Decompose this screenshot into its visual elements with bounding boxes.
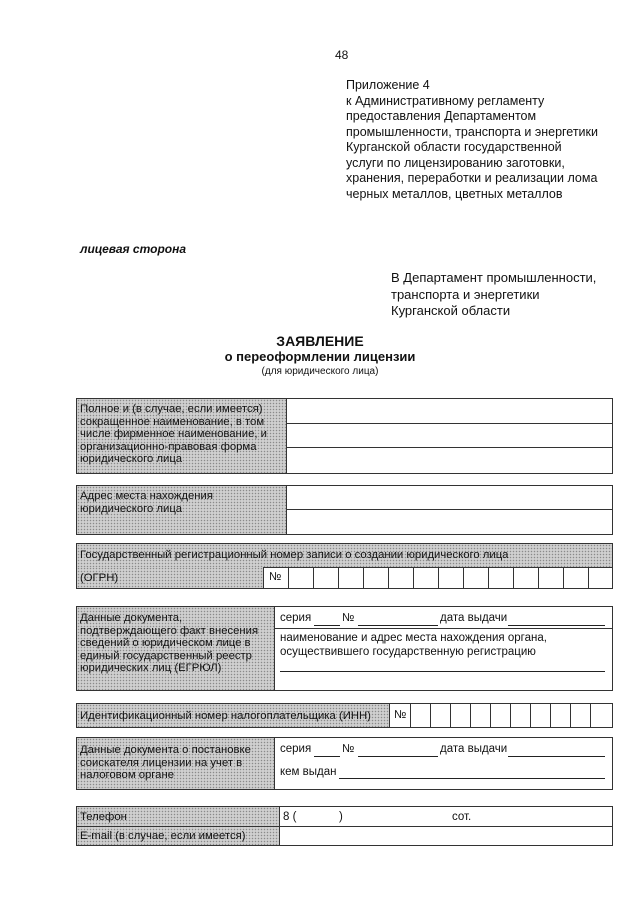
egrul-series-field[interactable]: [314, 625, 340, 626]
phone-label: Телефон: [80, 811, 127, 823]
tax-date-label: дата выдачи: [440, 743, 508, 755]
appendix-line: Курганской области государственной: [346, 140, 562, 154]
document-note: (для юридического лица): [261, 366, 379, 377]
side-label: лицевая сторона: [80, 242, 187, 256]
inn-block: [76, 703, 613, 728]
address-line[interactable]: [287, 509, 612, 510]
tax-issued-by-label: кем выдан: [280, 766, 337, 778]
appendix-line: Приложение 4: [346, 78, 430, 92]
inn-label: Идентификационный номер налогоплательщика (ИНН): [80, 710, 371, 722]
ogrn-label: Государственный регистрационный номер записи о создании юридического лица: [80, 549, 509, 561]
tax-issued-by-field[interactable]: [339, 778, 605, 779]
appendix-line: черных металлов, цветных металлов: [346, 186, 563, 201]
document-title: ЗАЯВЛЕНИЕ: [276, 333, 364, 349]
appendix-line: промышленности, транспорта и энергетики: [346, 124, 598, 139]
egrul-date-field[interactable]: [508, 625, 605, 626]
phone-field[interactable]: [347, 809, 447, 824]
egrul-block: [76, 606, 613, 691]
appendix-line: услуги по лицензированию заготовки,: [346, 155, 565, 170]
address-block: [76, 485, 613, 535]
ogrn-block: [76, 543, 613, 589]
tax-series-field[interactable]: [314, 756, 340, 757]
ogrn-short-label: (ОГРН): [80, 572, 119, 584]
inn-number-sign: №: [394, 709, 407, 721]
full-name-line[interactable]: [287, 423, 612, 424]
egrul-registration-body-text: наименование и адрес места нахождения органа, осуществившего государственную регистрацию: [280, 632, 547, 658]
email-field[interactable]: [283, 828, 608, 843]
mobile-label: сот.: [452, 811, 472, 823]
ogrn-digit-cells[interactable]: [288, 567, 612, 588]
tax-registration-block: [76, 737, 613, 790]
addressee-line: Курганской области: [391, 303, 511, 318]
egrul-label: Данные документа, подтверждающего факт внесения сведений о юридическом лице в единый государственный реестр юридических лиц (ЕГРЮЛ): [80, 612, 259, 675]
egrul-registration-body-field[interactable]: [280, 671, 605, 672]
tax-date-field[interactable]: [508, 756, 605, 757]
mobile-field[interactable]: [477, 809, 607, 824]
egrul-date-label: дата выдачи: [440, 612, 508, 624]
egrul-number-label: №: [342, 612, 355, 624]
phone-code-close: ): [339, 811, 343, 823]
appendix-line: хранения, переработки и реализации лома: [346, 171, 598, 185]
page-number: 48: [335, 48, 349, 62]
tax-registration-label: Данные документа о постановке соискателя лицензии на учет в налоговом органе: [80, 744, 251, 782]
appendix-line: к Административному регламенту: [346, 93, 545, 108]
addressee-line: транспорта и энергетики: [391, 286, 540, 302]
egrul-series-label: серия: [280, 612, 312, 624]
document-subtitle: о переоформлении лицензии: [224, 349, 416, 364]
tax-number-label: №: [342, 743, 355, 755]
ogrn-number-sign: №: [269, 571, 282, 583]
full-name-line[interactable]: [287, 447, 612, 448]
full-name-label: Полное и (в случае, если имеется) сокращенное наименование, в том числе фирменное наименование, и организационно-правовая форма юридического лица: [80, 403, 267, 466]
appendix-line: предоставления Департаментом: [346, 109, 537, 123]
contacts-block: [76, 806, 613, 846]
tax-series-label: серия: [280, 743, 312, 755]
email-label: E-mail (в случае, если имеется): [80, 830, 246, 842]
tax-number-field[interactable]: [358, 756, 438, 757]
full-name-block: [76, 398, 613, 474]
inn-digit-cells[interactable]: [410, 704, 612, 727]
addressee: [391, 270, 621, 320]
address-label: Адрес места нахождения юридического лица: [80, 490, 213, 515]
egrul-number-field[interactable]: [358, 625, 438, 626]
addressee-line: В Департамент промышленности,: [391, 270, 597, 285]
phone-prefix: 8 (: [283, 811, 297, 823]
appendix-reference: [346, 78, 616, 202]
